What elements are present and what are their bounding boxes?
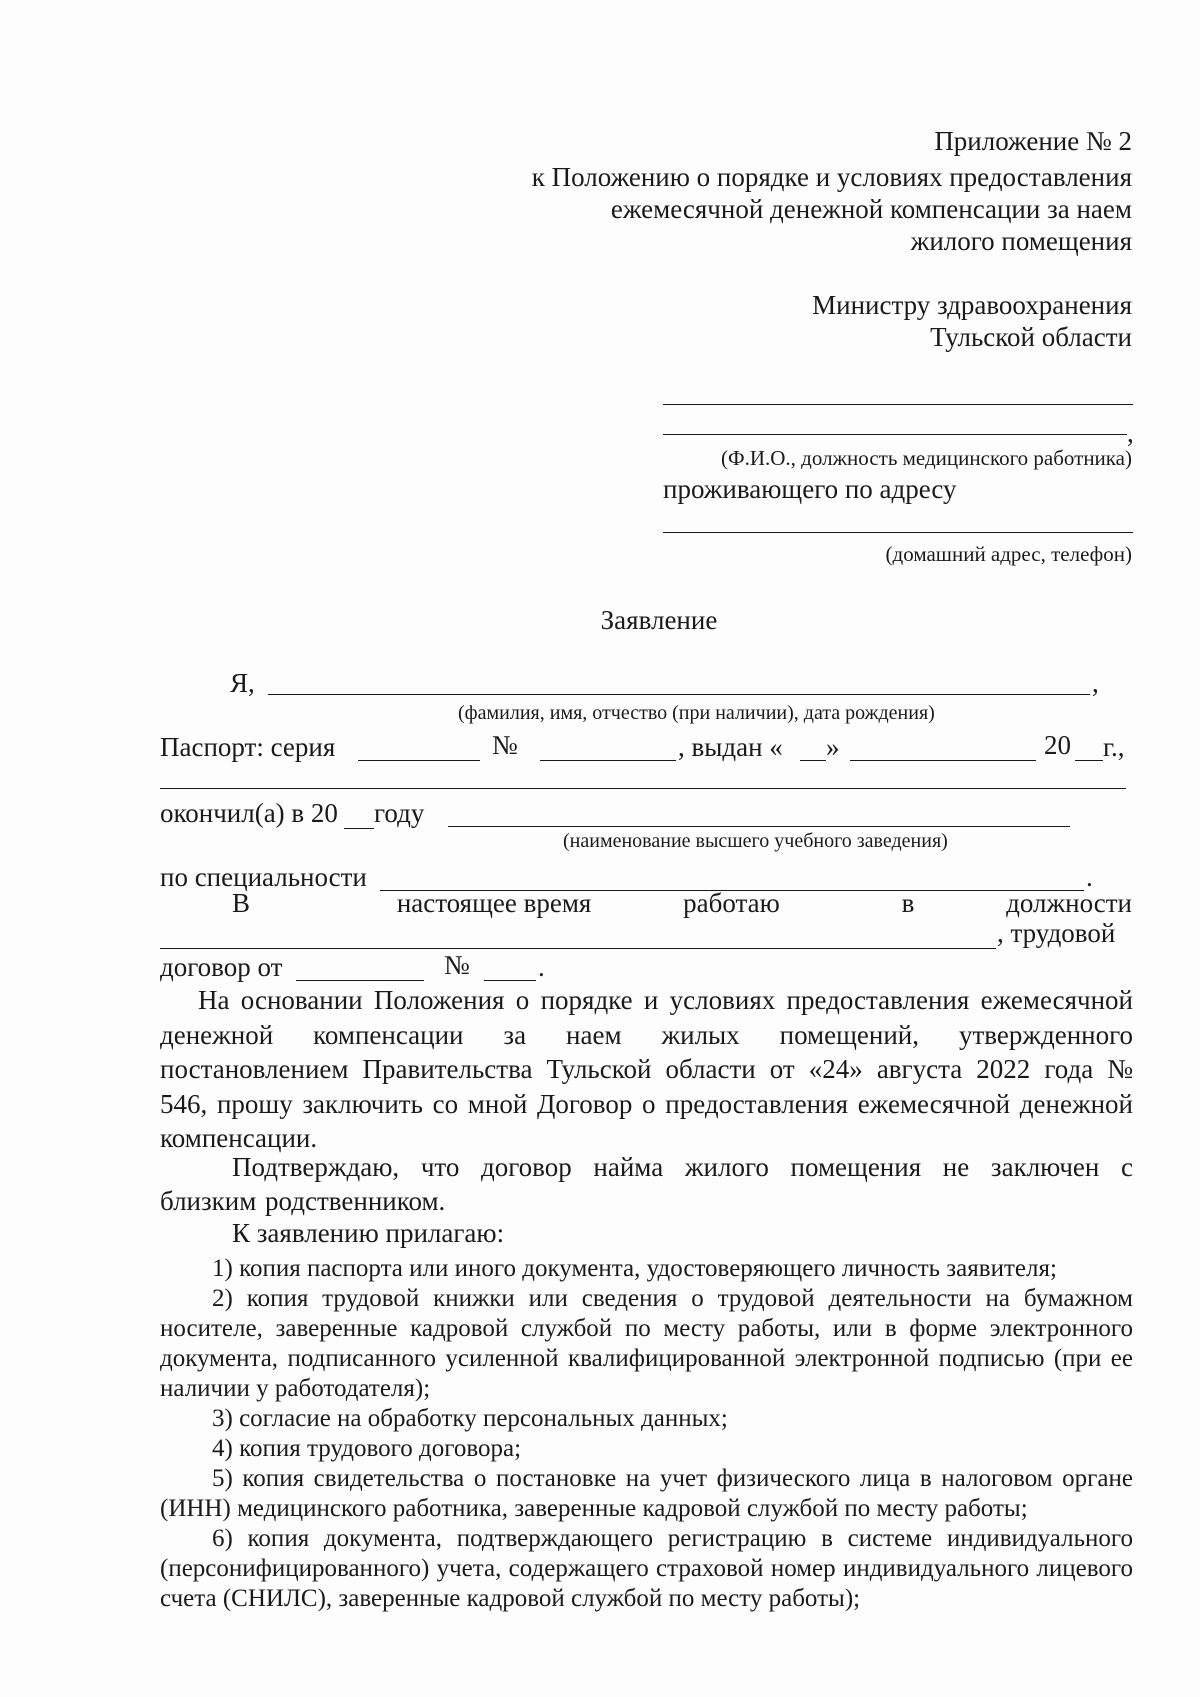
graduation-year-blank[interactable] [344, 828, 374, 829]
passport-year-prefix: 20 [1044, 730, 1071, 760]
basis-paragraph: На основании Положения о порядке и условиях предоставления ежемесячной денежной компенсации за наем жилых помещений, утвержденного постановлением Правительства Тульской области от «24» августа 2022 года № 546, прошу заключить со мной Договор о предоставления ежемесячной денежной компенсации. [160, 985, 1133, 1153]
contract-date-label: договор от [160, 952, 283, 982]
home-address-hint: (домашний адрес, телефон) [885, 542, 1132, 566]
attachment-item: 4) копия трудового договора; [212, 1435, 522, 1462]
passport-year-blank[interactable] [1075, 760, 1103, 761]
applicant-name-blank-2[interactable] [663, 434, 1127, 435]
work-word-2: настоящее время [396, 888, 592, 918]
work-word-3: работаю [683, 888, 780, 918]
appendix-title: Приложение № 2 [934, 126, 1132, 156]
attachments-list [160, 1254, 1133, 1614]
attachment-item: 3) согласие на обработку персональных данных; [212, 1405, 728, 1432]
applicant-name-hint: (Ф.И.О., должность медицинского работника) [721, 446, 1132, 470]
attachment-item: 2) копия трудовой книжки или сведения о трудовой деятельности на бумажном носителе, заверенные кадровой службой по месту работы, или в форме электронного документа, подписанного усиленной квалифицированной электронной подписью (при ее наличии у работодателя); [160, 1285, 1133, 1402]
full-name-blank[interactable] [268, 694, 1090, 695]
i-label: Я, [230, 668, 255, 698]
current-position-row [232, 888, 1132, 919]
position-blank[interactable] [160, 948, 996, 949]
passport-year-suffix: г., [1103, 732, 1125, 762]
contract-date-blank[interactable] [296, 980, 424, 981]
addressee-comma: , [1127, 418, 1134, 448]
addressee-line-2: Тульской области [930, 322, 1132, 352]
home-address-blank[interactable] [663, 532, 1133, 533]
confirm-paragraph: Подтверждаю, что договор найма жилого помещения не заключен с близким родственником. [160, 1152, 1133, 1216]
document-title: Заявление [600, 605, 718, 635]
passport-month-blank[interactable] [850, 760, 1036, 761]
graduated-year-label: году [374, 798, 425, 828]
attachment-item: 6) копия документа, подтверждающего регистрацию в системе индивидуального (персонифицированного) учета, содержащего страховой номер индивидуального лицевого счета (СНИЛС), заверенные кадровой службой по месту работы); [160, 1525, 1133, 1612]
work-word-5: должности [1006, 888, 1132, 918]
i-comma: , [1092, 668, 1099, 698]
passport-issued-close: » [826, 732, 840, 762]
passport-series-blank[interactable] [358, 760, 480, 761]
contract-end: . [538, 952, 545, 982]
attachments-intro: К заявлению прилагаю: [232, 1218, 505, 1248]
labor-contract-label: , трудовой [997, 918, 1116, 948]
applicant-name-blank-1[interactable] [663, 404, 1133, 405]
specialty-end: . [1086, 862, 1093, 892]
passport-number-blank[interactable] [540, 760, 676, 761]
appendix-reference-line-3: жилого помещения [910, 226, 1132, 256]
appendix-reference-line-1: к Положению о порядке и условиях предоставления [531, 162, 1132, 192]
attachment-item: 1) копия паспорта или иного документа, удостоверяющего личность заявителя; [212, 1255, 1057, 1282]
passport-series-label: Паспорт: серия [160, 732, 336, 762]
passport-issuer-blank[interactable] [160, 788, 1126, 789]
graduated-label: окончил(а) в 20 [160, 798, 338, 828]
attachment-item: 5) копия свидетельства о постановке на учет физического лица в налоговом органе (ИНН) медицинского работника, заверенные кадровой службой по месту работы; [160, 1465, 1133, 1522]
residing-label: проживающего по адресу [663, 474, 957, 504]
university-blank[interactable] [448, 826, 1070, 827]
passport-number-sign: № [492, 730, 518, 760]
passport-day-blank[interactable] [800, 760, 826, 761]
work-word-4: в [901, 888, 915, 918]
addressee-line-1: Министру здравоохранения [812, 290, 1132, 320]
university-hint: (наименование высшего учебного заведения) [563, 830, 948, 852]
contract-number-sign: № [444, 950, 470, 980]
appendix-reference-line-2: ежемесячной денежной компенсации за наем [610, 194, 1132, 224]
work-word-1: В [232, 888, 251, 918]
specialty-label: по специальности [160, 862, 367, 892]
full-name-hint: (фамилия, имя, отчество (при наличии), дата рождения) [458, 702, 935, 724]
passport-issued-label: , выдан « [678, 732, 783, 762]
contract-number-blank[interactable] [484, 980, 536, 981]
